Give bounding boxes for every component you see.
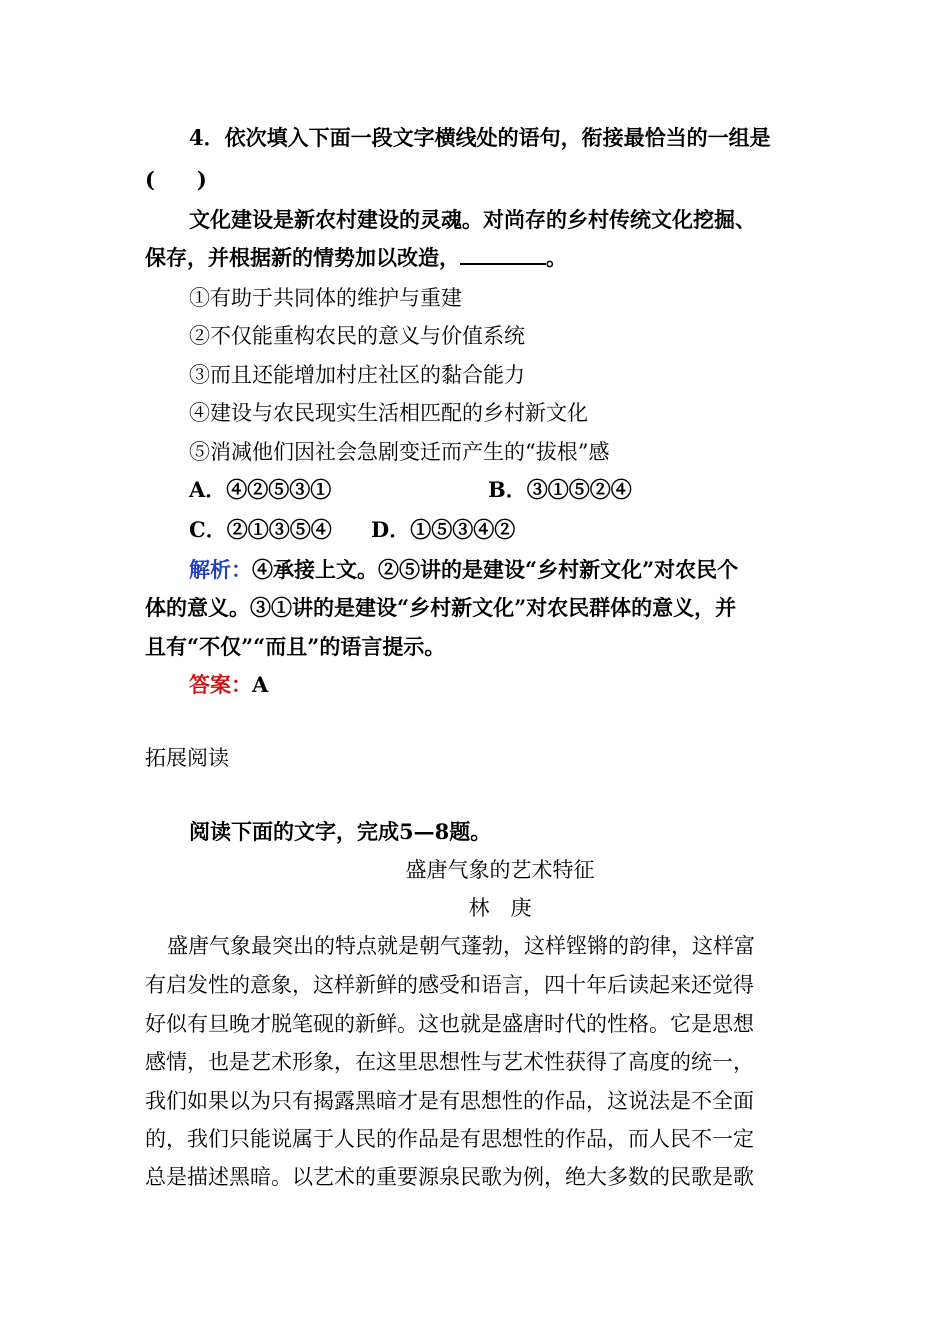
passage-line-1: 文化建设是新农村建设的灵魂。对尚存的乡村传统文化挖掘、 <box>189 207 756 232</box>
section-title: 拓展阅读 <box>145 746 229 770</box>
choice-d: D．①⑤③④② <box>371 517 516 542</box>
answer-label: 答案： <box>189 672 252 697</box>
analysis-line-1 <box>189 556 738 584</box>
passage-end: 。 <box>546 245 567 270</box>
choice-a: A．④②⑤③① <box>189 477 332 502</box>
answer-line <box>189 671 268 699</box>
item-5: ⑤消减他们因社会急剧变迁而产生的“拔根”感 <box>189 440 610 464</box>
article-line-1: 盛唐气象最突出的特点就是朝气蓬勃，这样铿锵的韵律，这样富 <box>167 934 755 958</box>
article-line-6: 的，我们只能说属于人民的作品是有思想性的作品，而人民不一定 <box>145 1127 754 1151</box>
answer-paren: ( ) <box>145 167 207 192</box>
question-number: 4． <box>189 125 225 150</box>
analysis-line-2: 体的意义。③①讲的是建设“乡村新文化”对农民群体的意义，并 <box>145 595 737 620</box>
article-line-2: 有启发性的意象，这样新鲜的感受和语言，四十年后读起来还觉得 <box>145 973 754 997</box>
analysis-line-3: 且有“不仅”“而且”的语言提示。 <box>145 634 446 659</box>
item-4: ④建设与农民现实生活相匹配的乡村新文化 <box>189 401 588 425</box>
article-line-3: 好似有旦晚才脱笔砚的新鲜。这也就是盛唐时代的性格。它是思想 <box>145 1012 754 1036</box>
article-line-5: 我们如果以为只有揭露黑暗才是有思想性的作品，这说法是不全面 <box>145 1089 754 1113</box>
passage-line-2 <box>145 244 567 272</box>
reading-instruction: 阅读下面的文字，完成5—8题。 <box>189 819 492 844</box>
choice-b: B．③①⑤②④ <box>488 477 632 502</box>
passage-line-2-text: 保存，并根据新的情势加以改造， <box>145 245 460 270</box>
article-line-4: 感情，也是艺术形象，在这里思想性与艺术性获得了高度的统一， <box>145 1050 754 1074</box>
choice-c: C．②①③⑤④ <box>189 517 332 542</box>
analysis-label: 解析： <box>189 557 252 582</box>
answer-value: A <box>252 672 269 697</box>
article-line-7: 总是描述黑暗。以艺术的重要源泉民歌为例，绝大多数的民歌是歌 <box>145 1165 754 1189</box>
item-2: ②不仅能重构农民的意义与价值系统 <box>189 324 525 348</box>
article-title: 盛唐气象的艺术特征 <box>405 858 595 882</box>
question-stem <box>189 124 771 152</box>
item-3: ③而且还能增加村庄社区的黏合能力 <box>189 363 525 387</box>
item-1: ①有助于共同体的维护与重建 <box>189 286 462 310</box>
analysis-text-1: ④承接上文。②⑤讲的是建设“乡村新文化”对农民个 <box>252 557 739 582</box>
fill-blank <box>460 245 546 265</box>
question-stem-text: 依次填入下面一段文字横线处的语句，衔接最恰当的一组是 <box>224 125 771 150</box>
article-author: 林 庚 <box>468 896 532 920</box>
